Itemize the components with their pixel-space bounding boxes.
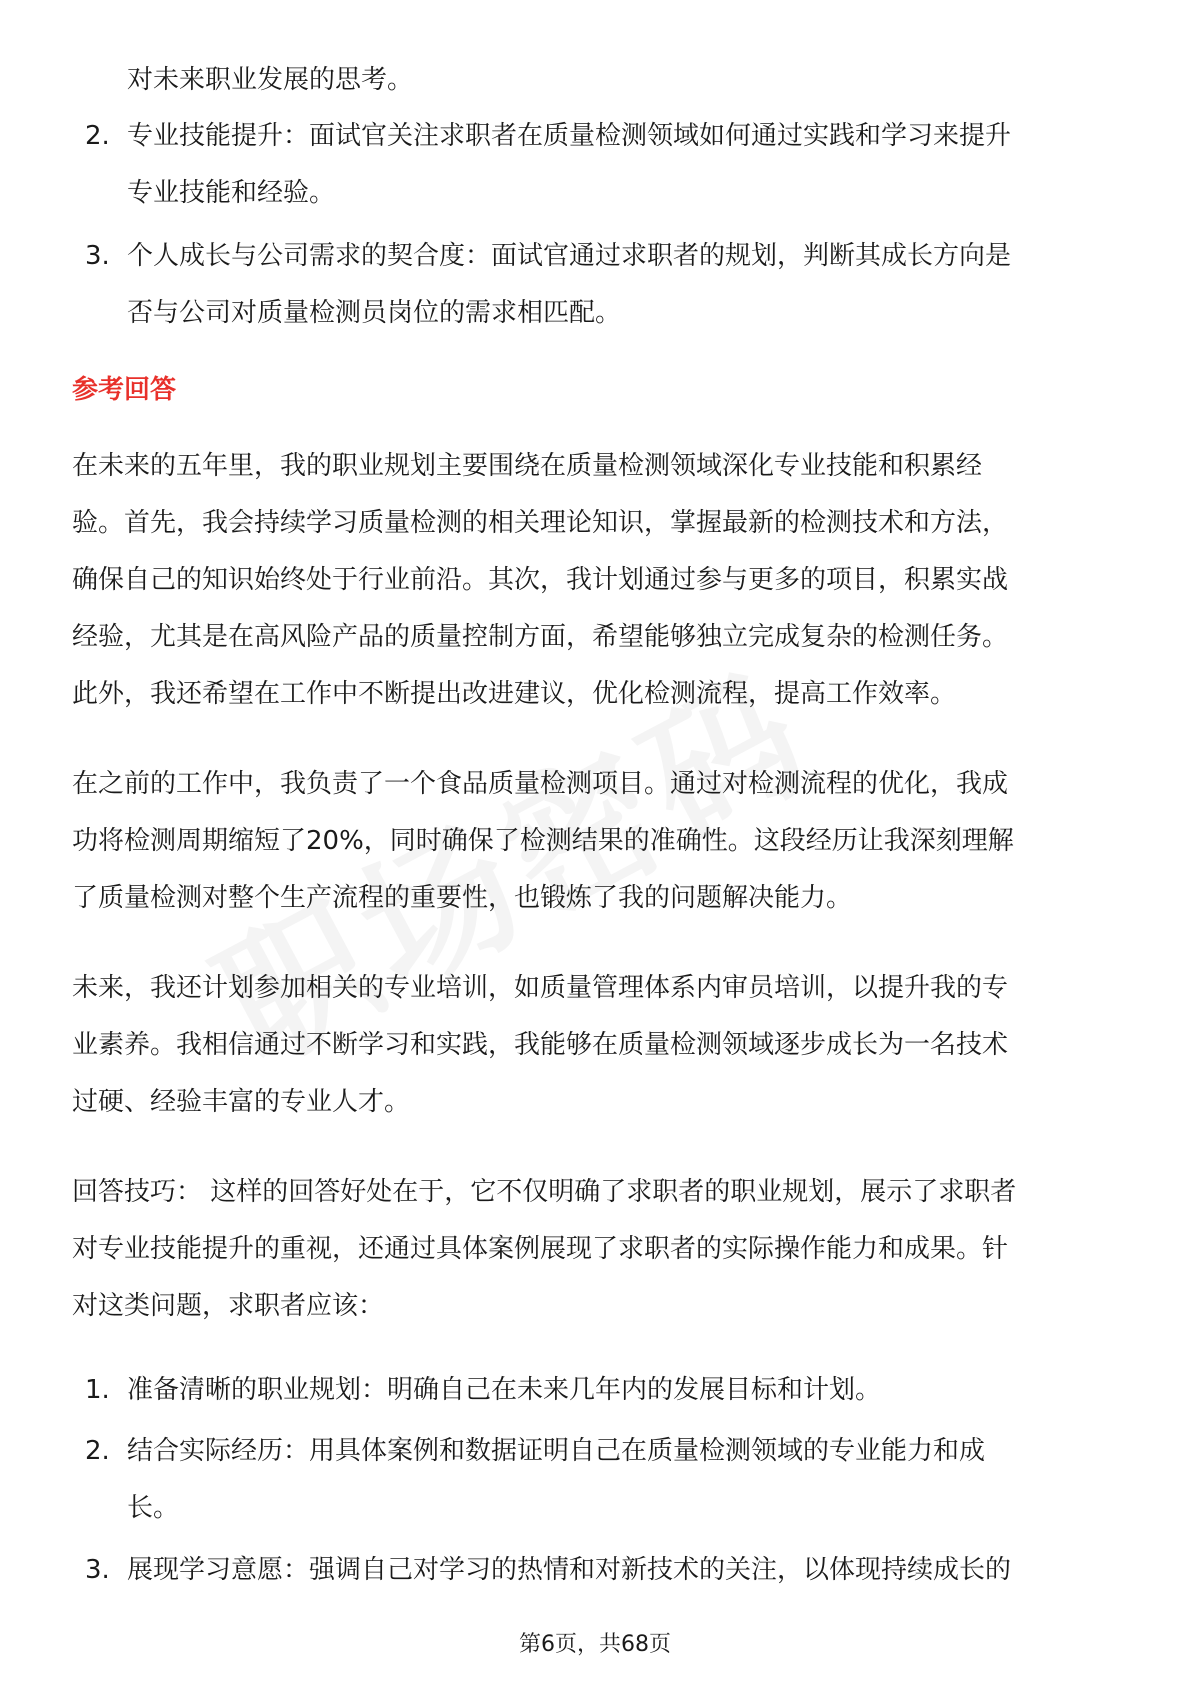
list-item-number: 1.	[85, 1375, 110, 1405]
list-item-text: 否与公司对质量检测员岗位的需求相匹配。	[127, 298, 622, 328]
list-item-continuation: 对未来职业发展的思考。	[127, 65, 414, 95]
paragraph-line: 在未来的五年里，我的职业规划主要围绕在质量检测领域深化专业技能和积累经	[72, 451, 983, 481]
paragraph-line: 验。首先，我会持续学习质量检测的相关理论知识，掌握最新的检测技术和方法，	[72, 508, 1009, 538]
list-item-text: 专业技能提升：面试官关注求职者在质量检测领域如何通过实践和学习来提升	[127, 121, 1012, 151]
list-item-text: 个人成长与公司需求的契合度：面试官通过求职者的规划，判断其成长方向是	[127, 241, 1012, 271]
paragraph-line: 了质量检测对整个生产流程的重要性，也锻炼了我的问题解决能力。	[72, 883, 853, 913]
paragraph-line: 在之前的工作中，我负责了一个食品质量检测项目。通过对检测流程的优化，我成	[72, 769, 1009, 799]
paragraph-line: 此外，我还希望在工作中不断提出改进建议，优化检测流程，提高工作效率。	[72, 679, 957, 709]
paragraph-line: 回答技巧： 这样的回答好处在于，它不仅明确了求职者的职业规划，展示了求职者	[72, 1177, 1017, 1207]
paragraph-line: 未来，我还计划参加相关的专业培训，如质量管理体系内审员培训，以提升我的专	[72, 973, 1009, 1003]
list-item-number: 3.	[85, 241, 110, 271]
list-item-text: 结合实际经历：用具体案例和数据证明自己在质量检测领域的专业能力和成	[127, 1436, 986, 1466]
list-item-number: 3.	[85, 1555, 110, 1585]
paragraph-line: 确保自己的知识始终处于行业前沿。其次，我计划通过参与更多的项目，积累实战	[72, 565, 1009, 595]
paragraph-line: 对这类问题，求职者应该：	[72, 1291, 385, 1321]
list-item-text: 长。	[127, 1493, 180, 1523]
list-item-text: 展现学习意愿：强调自己对学习的热情和对新技术的关注，以体现持续成长的	[127, 1555, 1012, 1585]
section-heading: 参考回答	[72, 375, 177, 405]
paragraph-line: 功将检测周期缩短了20%，同时确保了检测结果的准确性。这段经历让我深刻理解	[72, 826, 1014, 856]
list-item-text: 专业技能和经验。	[127, 178, 336, 208]
paragraph-line: 业素养。我相信通过不断学习和实践，我能够在质量检测领域逐步成长为一名技术	[72, 1030, 1009, 1060]
list-item-number: 2.	[85, 121, 110, 151]
paragraph-line: 对专业技能提升的重视，还通过具体案例展现了求职者的实际操作能力和成果。针	[72, 1234, 1009, 1264]
paragraph-line: 经验，尤其是在高风险产品的质量控制方面，希望能够独立完成复杂的检测任务。	[72, 622, 1009, 652]
list-item-text: 准备清晰的职业规划：明确自己在未来几年内的发展目标和计划。	[127, 1375, 882, 1405]
list-item-number: 2.	[85, 1436, 110, 1466]
page-number: 第6页，共68页	[519, 1632, 671, 1657]
paragraph-line: 过硬、经验丰富的专业人才。	[72, 1087, 411, 1117]
